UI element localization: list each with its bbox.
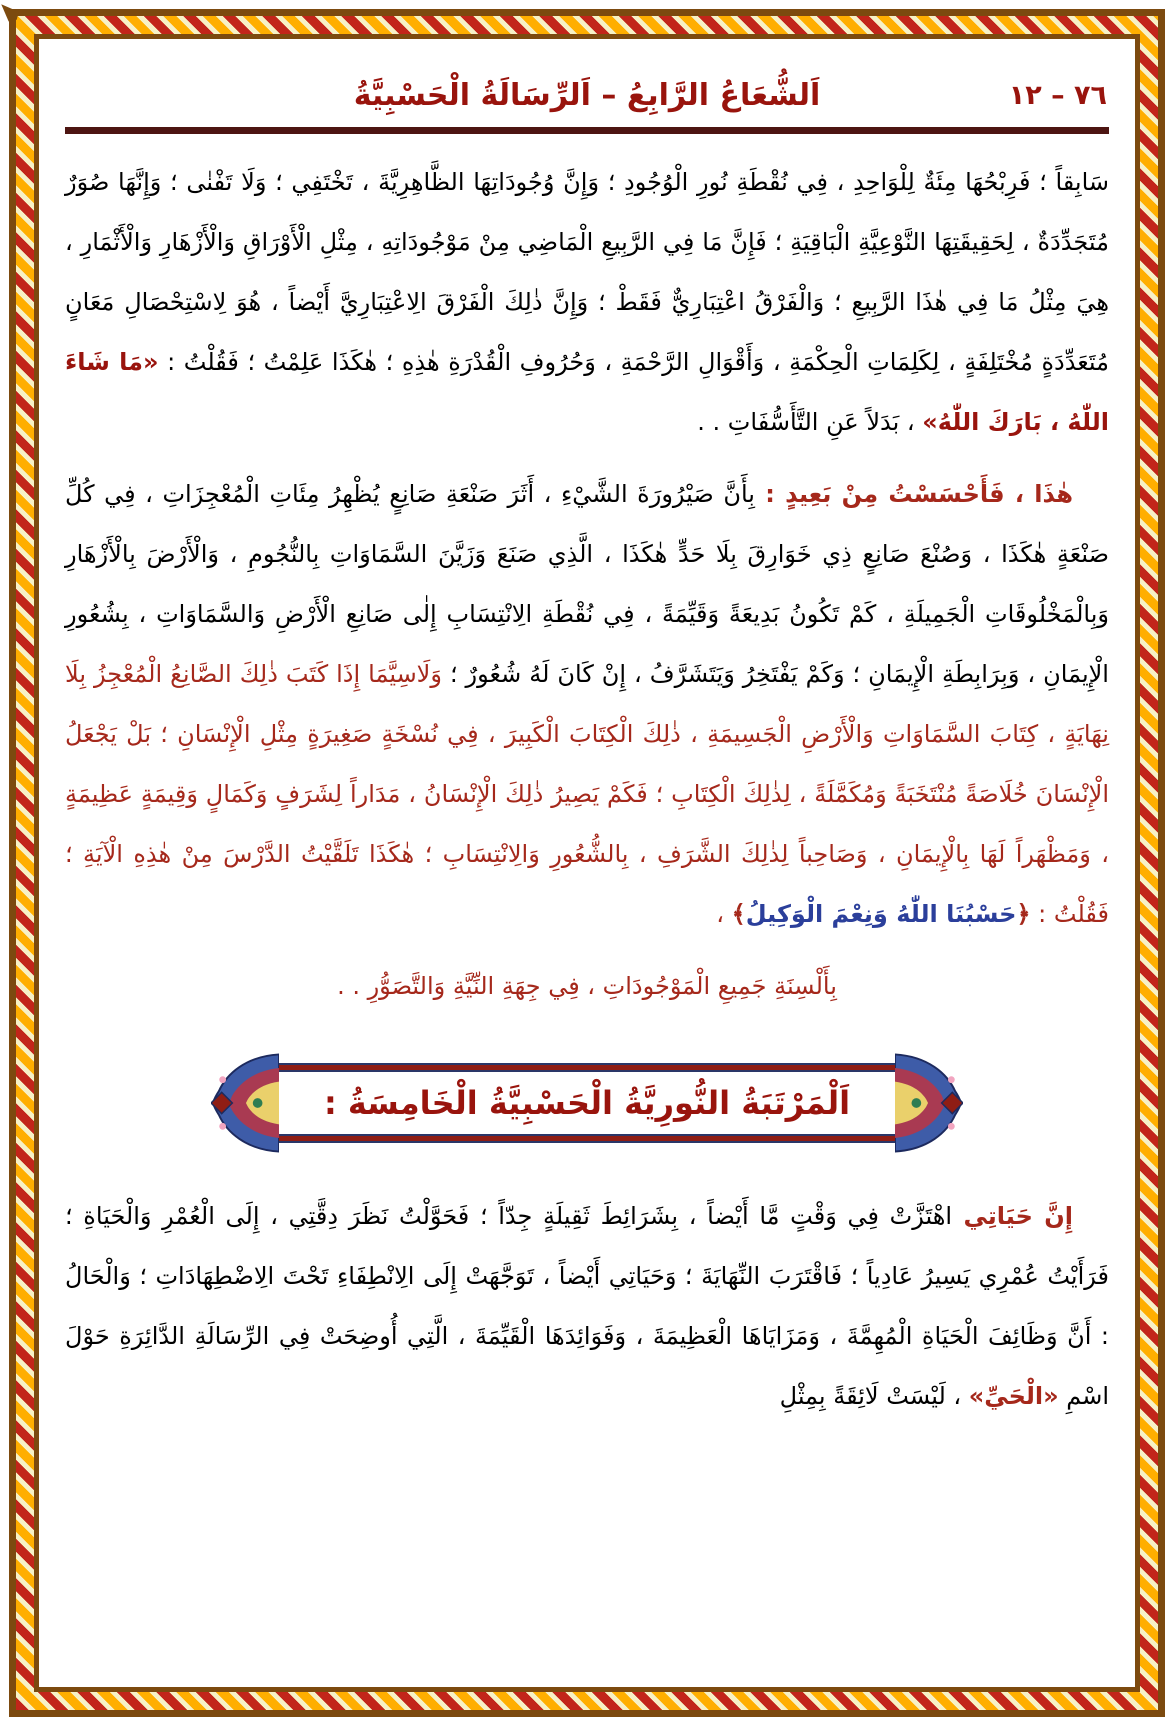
- ornament-left-icon: [211, 1047, 279, 1159]
- paragraph-2-black-text: بِأَنَّ صَيْرُورَةَ الشَّيْءِ ، أَثَرَ صَنْعَةِ صَانِعٍ يُظْهِرُ مِئَاتِ الْمُعْجِزَاتِ ، فِي كُلِّ صَنْعَةٍ هٰكَذَا ، وَصُنْعَ صَانِعٍ ذِي خَوَارِقَ بِلَا حَدٍّ هٰكَذَا ، الَّذِي صَنَعَ وَزَيَّنَ السَّمَاوَاتِ بِالنُّجُومِ ، وَالْأَرْضَ بِالْأَزْهَارِ وَبِالْمَخْلُوقَاتِ الْجَمِيلَةِ ، كَمْ تَكُونُ بَدِيعَةً وَقَيِّمَةً ، فِي نُقْطَةِ الِانْتِسَابِ إِلٰى صَانِعِ الْأَرْضِ وَالسَّمَاوَاتِ ، بِشُعُورِ الْإِيمَانِ ، وَبِرَابِطَةِ الْإِيمَانِ ؛ وَكَمْ يَفْتَخِرُ وَيَتَشَرَّفُ ، إِنْ كَانَ لَهُ شُعُورٌ ؛: [65, 480, 1109, 688]
- paragraph-3-lead: إِنَّ حَيَاتِي: [952, 1202, 1073, 1230]
- paragraph-1-text: سَابِقاً ؛ فَرِبْحُهَا مِئَةٌ لِلْوَاحِدِ ، فِي نُقْطَةِ نُورِ الْوُجُودِ ؛ وَإِنَّ وُجُودَاتِهَا الظَّاهِرِيَّةَ ، تَخْتَفِي ؛ وَلَا تَفْنٰى ؛ وَإِنَّهَا صُوَرٌ مُتَجَدِّدَةٌ ، لِحَقِيقَتِهَا النَّوْعِيَّةِ الْبَاقِيَةِ ؛ فَإِنَّ مَا فِي الرَّبِيعِ الْمَاضِي مِنْ مَوْجُودَاتِهِ ، مِثْلِ الْأَوْرَاقِ وَالْأَزْهَارِ وَالْأَثْمَارِ ، هِيَ مِثْلُ مَا فِي هٰذَا الرَّبِيعِ ؛ وَالْفَرْقُ اعْتِبَارِيٌّ فَقَطْ ؛ وَإِنَّ ذٰلِكَ الْفَرْقَ الِاعْتِبَارِيَّ أَيْضاً ، هُوَ لِاسْتِحْصَالِ مَعَانٍ مُتَعَدِّدَةٍ مُخْتَلِفَةٍ ، لِكَلِمَاتِ الْحِكْمَةِ ، وَأَقْوَالِ الرَّحْمَةِ ، وَحُرُوفِ الْقُدْرَةِ هٰذِهِ ؛ هٰكَذَا عَلِمْتُ ؛ فَقُلْتُ :: [65, 168, 1109, 376]
- quran-verse: حَسْبُنَا اللّٰهُ وَنِعْمَ الْوَكِيلُ: [745, 900, 1017, 928]
- quote-al-hayy: «الْحَيِّ»: [968, 1382, 1059, 1410]
- verse-bracket-close-icon: ﴾: [731, 900, 746, 928]
- page-title: اَلشُّعَاعُ الرَّابِعُ – اَلرِّسَالَةُ الْحَسْبِيَّةُ: [353, 78, 821, 113]
- header-divider: [65, 127, 1109, 134]
- paragraph-3-text: اهْتَزَّتْ فِي وَقْتٍ مَّا أَيْضاً ، بِشَرَائِطَ ثَقِيلَةٍ جِدّاً ؛ فَحَوَّلْتُ نَظَرَ دِقَّتِي ، إِلَى الْعُمْرِ وَالْحَيَاةِ ؛ فَرَأَيْتُ عُمْرِي يَسِيرُ عَادِياً ؛ فَاقْتَرَبَ النِّهَايَةَ ؛ وَحَيَاتِي أَيْضاً ، تَوَجَّهَتْ إِلَى الِانْطِفَاءِ تَحْتَ الِاضْطِهَادَاتِ ؛ وَالْحَالُ : أَنَّ وَظَائِفَ الْحَيَاةِ الْمُهِمَّةَ ، وَمَزَايَاهَا الْعَظِيمَةَ ، وَفَوَائِدَهَا الْقَيِّمَةَ ، الَّتِي أُوضِحَتْ فِي الرِّسَالَةِ الدَّائِرَةِ حَوْلَ اسْمِ: [65, 1202, 1109, 1410]
- section-heading-frame: [267, 1065, 907, 1141]
- section-heading-text: اَلْمَرْتَبَةُ النُّورِيَّةُ الْحَسْبِيَّةُ الْخَامِسَةُ :: [323, 1084, 851, 1122]
- paragraph-2-lead: هٰذَا ، فَأَحْسَسْتُ مِنْ بَعِيدٍ :: [754, 480, 1074, 508]
- paragraph-1: [65, 152, 1109, 452]
- border-inner-line: [34, 34, 1140, 1692]
- paragraph-2: [65, 464, 1109, 944]
- paragraph-2-red-passage: وَلَاسِيَّمَا إِذَا كَتَبَ ذٰلِكَ الصَّانِعُ الْمُعْجِزُ بِلَا نِهَايَةٍ ، كِتَابَ السَّمَاوَاتِ وَالْأَرْضِ الْجَسِيمَةِ ، ذٰلِكَ الْكِتَابَ الْكَبِيرَ ، فِي نُسْخَةٍ صَغِيرَةٍ مِثْلِ الْإِنْسَانِ ؛ بَلْ يَجْعَلُ الْإِنْسَانَ خُلَاصَةً مُنْتَخَبَةً وَمُكَمَّلَةً ، لِذٰلِكَ الْكِتَابِ ؛ فَكَمْ يَصِيرُ ذٰلِكَ الْإِنْسَانُ ، مَدَاراً لِشَرَفٍ وَكَمَالٍ وَقِيمَةٍ عَظِيمَةٍ ، وَمَظْهَراً لَهَا بِالْإِيمَانِ ، وَصَاحِباً لِذٰلِكَ الشَّرَفِ ، بِالشُّعُورِ وَالِانْتِسَابِ ؛ هٰكَذَا تَلَقَّيْتُ الدَّرْسَ مِنْ هٰذِهِ الْآيَةِ ؛ فَقُلْتُ :: [65, 660, 1109, 928]
- page-number: ٧٦ – ١٢: [1008, 80, 1107, 111]
- page-header: [65, 69, 1109, 123]
- verse-bracket-open-icon: ﴿: [1016, 900, 1031, 928]
- paragraph-3: [65, 1186, 1109, 1426]
- paragraph-1-tail: ، بَدَلاً عَنِ التَّأَسُّفَاتِ . .: [697, 408, 923, 436]
- page-content: [39, 39, 1135, 1687]
- section-heading-box: [65, 1042, 1109, 1164]
- paragraph-2-after-verse: ،: [716, 900, 732, 928]
- border-pattern-band: [16, 16, 1158, 1710]
- paragraph-2-closing-line: بِأَلْسِنَةِ جَمِيعِ الْمَوْجُودَاتِ ، فِي جِهَةِ النِّيَّةِ وَالتَّصَوُّرِ . .: [337, 972, 837, 1000]
- ornament-right-icon: [895, 1047, 963, 1159]
- page-border-frame: [9, 9, 1165, 1717]
- paragraph-3-tail: ، لَيْسَتْ لَائِقَةً بِمِثْلِ: [779, 1382, 969, 1410]
- quote-masha-allah: «مَا شَاءَ اللّٰهُ ، بَارَكَ اللّٰهُ»: [65, 348, 1109, 436]
